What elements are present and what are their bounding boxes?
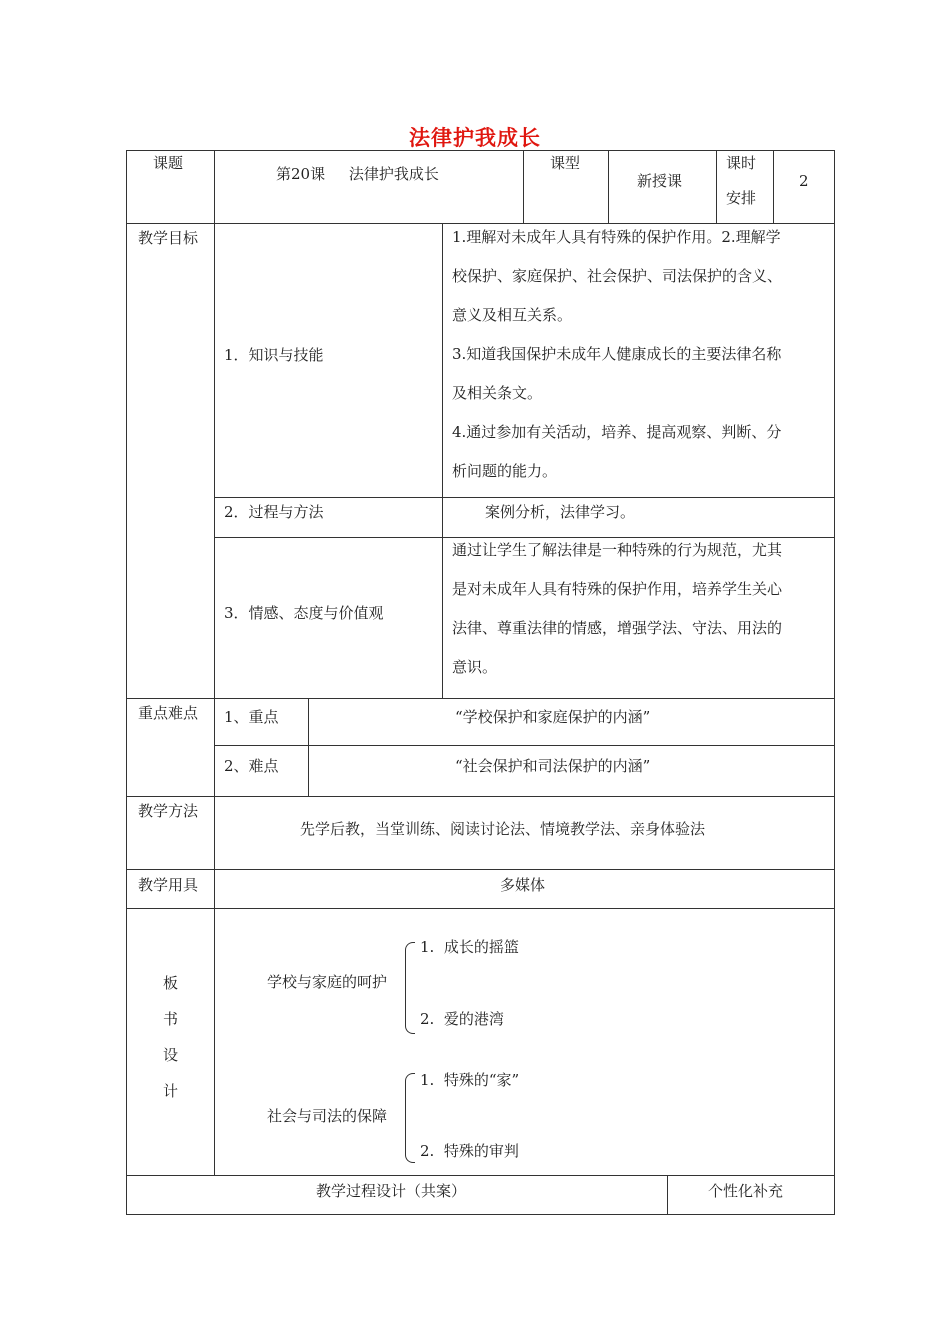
col-divider	[214, 150, 215, 1175]
knowledge-line: 校保护、家庭保护、社会保护、司法保护的含义、	[452, 267, 783, 285]
board-group1-item2: 2. 爱的港湾	[420, 1010, 504, 1028]
table-border-right	[834, 150, 835, 1215]
document-title: 法律护我成长	[409, 126, 541, 150]
knowledge-line: 析问题的能力。	[452, 462, 558, 480]
row-divider	[126, 1175, 835, 1176]
board-group2-brace	[405, 1073, 415, 1163]
col-divider	[716, 150, 717, 223]
method-label: 教学方法	[138, 802, 199, 820]
knowledge-line: 3.知道我国保护未成年人健康成长的主要法律名称	[452, 345, 782, 363]
schedule-label-line2: 安排	[726, 189, 757, 207]
row-divider	[126, 796, 835, 797]
emotion-label: 3．情感、态度与价值观	[224, 604, 384, 622]
tools-value: 多媒体	[500, 876, 546, 894]
emotion-line: 是对未成年人具有特殊的保护作用，培养学生关心	[452, 580, 783, 598]
row-divider	[126, 908, 835, 909]
knowledge-line: 意义及相互关系。	[452, 306, 573, 324]
knowledge-line: 4.通过参加有关活动，培养、提高观察、判断、分	[452, 423, 782, 441]
difficulty-label: 2、难点	[224, 757, 279, 775]
process-label: 2．过程与方法	[224, 503, 324, 521]
table-border-left	[126, 150, 127, 1215]
board-label-char: 书	[163, 1010, 179, 1028]
col-divider	[773, 150, 774, 223]
board-label-char: 计	[163, 1082, 179, 1100]
knowledge-content	[452, 218, 832, 491]
col-divider	[667, 1175, 668, 1215]
focus-value: “学校保护和家庭保护的内涵”	[455, 708, 651, 726]
course-value: 第20课 法律护我成长	[276, 165, 439, 183]
difficulty-value: “社会保护和司法保护的内涵”	[455, 757, 651, 775]
supplement-label: 个性化补充	[708, 1182, 784, 1200]
key-points-label: 重点难点	[138, 704, 199, 722]
col-divider	[308, 698, 309, 796]
type-label: 课型	[550, 154, 581, 172]
board-group1-root: 学校与家庭的呵护	[267, 973, 388, 991]
schedule-value: 2	[799, 172, 809, 190]
table-border-top	[126, 150, 835, 151]
knowledge-label: 1．知识与技能	[224, 346, 324, 364]
board-label-char: 板	[163, 974, 179, 992]
board-group2-item1: 1. 特殊的“家”	[420, 1071, 520, 1089]
course-label: 课题	[153, 154, 184, 172]
board-label-char: 设	[163, 1046, 179, 1064]
col-divider	[608, 150, 609, 223]
board-group2-item2: 2. 特殊的审判	[420, 1142, 519, 1160]
knowledge-line: 1.理解对未成年人具有特殊的保护作用。2.理解学	[452, 228, 781, 246]
schedule-label-line1: 课时	[726, 154, 757, 172]
board-group1-item1: 1. 成长的摇篮	[420, 938, 519, 956]
goals-label: 教学目标	[138, 229, 199, 247]
emotion-content	[452, 531, 832, 687]
tools-label: 教学用具	[138, 876, 199, 894]
emotion-line: 通过让学生了解法律是一种特殊的行为规范，尤其	[452, 541, 783, 559]
focus-label: 1、重点	[224, 708, 279, 726]
board-group2-root: 社会与司法的保障	[267, 1107, 388, 1125]
emotion-line: 意识。	[452, 658, 498, 676]
type-value: 新授课	[637, 172, 683, 190]
process-design-label: 教学过程设计（共案）	[316, 1182, 467, 1200]
method-value: 先学后教，当堂训练、阅读讨论法、情境教学法、亲身体验法	[300, 820, 706, 838]
row-divider	[214, 497, 835, 498]
emotion-line: 法律、尊重法律的情感，增强学法、守法、用法的	[452, 619, 783, 637]
process-value: 案例分析，法律学习。	[485, 503, 636, 521]
row-divider	[126, 869, 835, 870]
col-divider	[523, 150, 524, 223]
knowledge-line: 及相关条文。	[452, 384, 543, 402]
table-border-bottom	[126, 1214, 835, 1215]
board-group1-brace	[405, 942, 415, 1034]
col-divider	[442, 223, 443, 698]
row-divider	[126, 698, 835, 699]
